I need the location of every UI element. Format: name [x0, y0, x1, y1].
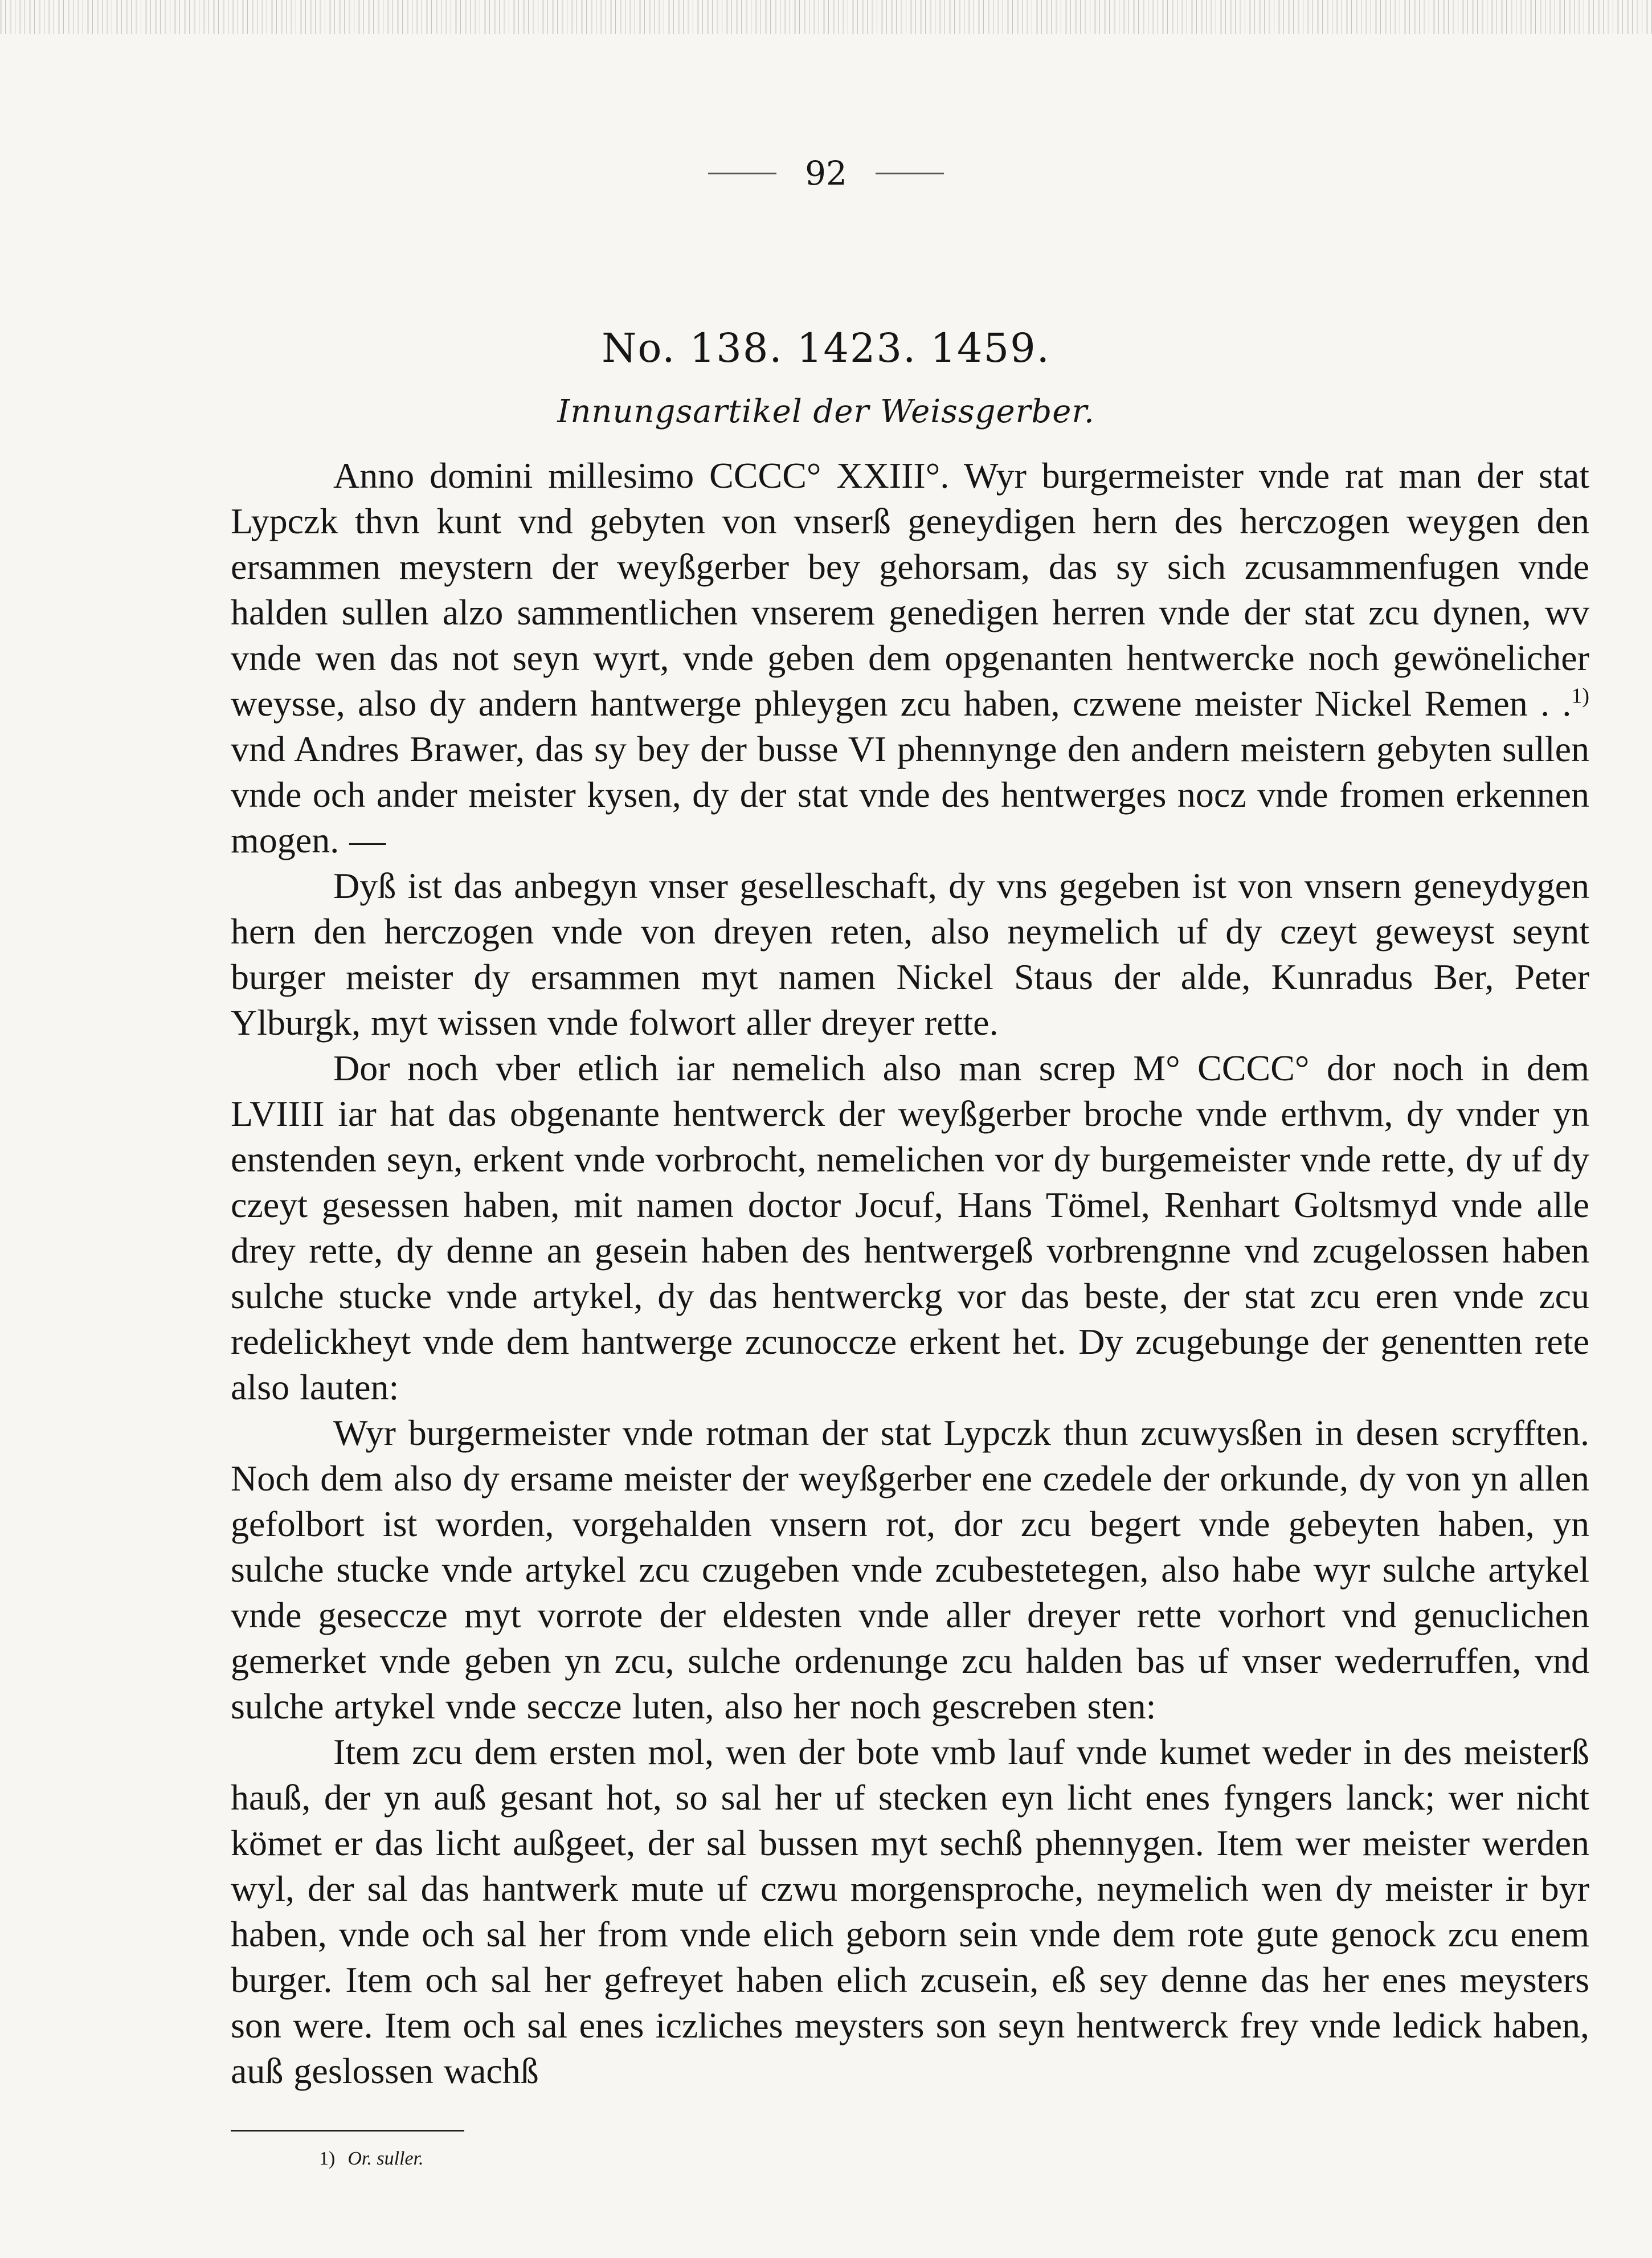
paragraph-2: Dyß ist das anbegyn vnser geselleschaft, dy vns gegeben ist von vnsern geneydygen hern den herczogen vnde von dreyen reten, also neymelich uf dy czeyt geweyst seynt burger meister dy ersammen myt namen Nickel Staus der alde, Kunradus Ber, Peter Ylburgk, myt wissen vnde folwort aller dreyer rette.: [231, 865, 1589, 1043]
body-text: [231, 453, 1589, 2094]
page-number: 92: [805, 154, 847, 193]
paragraph-3: Dor noch vber etlich iar nemelich also man screp M° CCCC° dor noch in dem LVIIII iar hat das obgenante hentwerck der weyßgerber broche vnde erthvm, dy vnder yn enstenden seyn, erkent vnde vorbrocht, nemelichen vor dy burgemeister vnde rette, dy uf dy czeyt gesessen haben, mit namen doctor Jocuf, Hans Tömel, Renhart Goltsmyd vnde alle drey rette, dy denne an gesein haben des hentwergeß vorbrengnne vnd zcugelossen haben sulche stucke vnde artykel, dy das hentwerckg vor das beste, der stat zcu eren vnde zcu redelickheyt vnde dem hantwerge zcunoccze erkent het. Dy zcugebunge der genentten rete also lauten:: [231, 1048, 1589, 1407]
paragraph-5: Item zcu dem ersten mol, wen der bote vmb lauf vnde kumet weder in des meisterß hauß, der yn auß gesant hot, so sal her uf stecken eyn licht enes fyngers lanck; wer nicht kömet er das licht außgeet, der sal bussen myt sechß phennygen. Item wer meister werden wyl, der sal das hantwerk mute uf czwu morgensproche, neymelich wen dy meister ir byr haben, vnde och sal her from vnde elich geborn sein vnde dem rote gute genock zcu enem burger. Item och sal her gefreyet haben elich zcusein, eß sey denne das her enes meysters son were. Item och sal enes iczliches meysters son seyn hentwerck frey vnde ledick haben, auß geslossen wachß: [231, 1732, 1589, 2091]
footnote: [319, 2148, 424, 2170]
header-dash-left: [708, 173, 776, 174]
scan-edge-noise: [0, 0, 1652, 34]
document-subtitle: Innungsartikel der Weissgerber.: [557, 393, 1095, 430]
paragraph-1-text: Anno domini millesimo CCCC° XXIII°. Wyr burgermeister vnde rat man der stat Lypczk thvn kunt vnd gebyten von vnserß geneydigen hern des herczogen weygen den ersammen meystern der weyßgerber bey gehorsam, das sy sich zcusammenfugen vnde halden sullen alzo sammentlichen vnserem genedigen herren vnde der stat zcu dynen, wv vnde wen das not seyn wyrt, vnde geben dem opgenanten hentwercke noch gewönelicher weysse, also dy andern hantwerge phleygen zcu haben, czwene meister Nickel Remen . .: [231, 455, 1589, 724]
footnote-mark: 1): [319, 2148, 336, 2169]
paragraph-1-continuation: vnd Andres Brawer, das sy bey der busse VI phennynge den andern meistern gebyten sullen vnde och ander meister kysen, dy der stat vnde des hentwerges nocz vnde fromen erkennen mogen. —: [231, 729, 1589, 860]
footnote-text: Or. suller.: [347, 2148, 424, 2169]
paragraph-1: [231, 453, 1589, 863]
paragraph-4: Wyr burgermeister vnde rotman der stat Lypczk thun zcuwysßen in desen scryfften. Noch dem also dy ersame meister der weyßgerber ene czedele der orkunde, dy von yn allen gefolbort ist worden, vorgehalden vnsern rot, dor zcu begert vnde gebeyten haben, yn sulche stucke vnde artykel zcu czugeben vnde zcubestetegen, also habe wyr sulche artykel vnde geseccze myt vorrote der eldesten vnde aller dreyer rette vorhort vnd genuclichen gemerket vnde geben yn zcu, sulche ordenunge zcu halden bas uf vnser wederruffen, vnd sulche artykel vnde seccze luten, also her noch gescreben sten:: [231, 1412, 1589, 1726]
header-dash-right: [876, 173, 944, 174]
footnote-divider: [231, 2130, 464, 2132]
footnote-reference: 1): [1571, 684, 1589, 708]
page-header: [0, 154, 1652, 193]
document-heading: No. 138. 1423. 1459.: [602, 325, 1050, 371]
